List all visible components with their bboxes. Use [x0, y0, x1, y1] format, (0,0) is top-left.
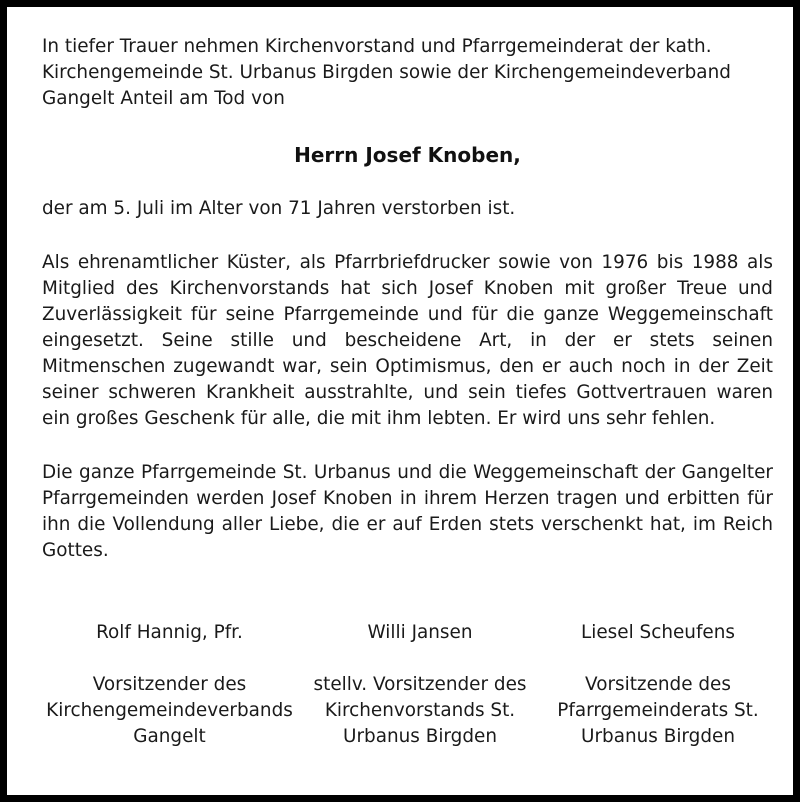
intro-paragraph: In tiefer Trauer nehmen Kirchenvorstand und Pfarrgemeinderat der kath. Kirchengemeinde St. Urbanus Birgden sowie der Kirchengemeindeverband Gangelt Anteil am Tod von	[42, 36, 731, 109]
signatory-role-line: Vorsitzender des	[92, 674, 247, 695]
signatory-role-line: Vorsitzende des	[585, 674, 731, 695]
signatory-role-line: Kirchengemeindeverbands	[46, 700, 293, 721]
signatory-2	[305, 620, 535, 750]
signatory-role-line: Pfarrgemeinderats St.	[557, 700, 759, 721]
obituary-content	[42, 34, 773, 750]
signatory-role-line: Gangelt	[133, 726, 206, 747]
signatory-3	[543, 620, 773, 750]
signatory-role-line: Urbanus Birgden	[343, 726, 497, 747]
signature-block	[42, 620, 773, 750]
death-notice: der am 5. Juli im Alter von 71 Jahren verstorben ist.	[42, 198, 516, 219]
closing-paragraph: Die ganze Pfarrgemeinde St. Urbanus und die Weggemeinschaft der Gangelter Pfarrgemeinden werden Josef Knoben in ihrem Herzen tragen und erbitten für ihn die Vollendung aller Liebe, die er auf Erden stets verschenkt hat, im Reich Gottes.	[42, 462, 773, 561]
signatory-name: Rolf Hannig, Pfr.	[96, 622, 243, 643]
signatory-role-line: Kirchenvorstands St.	[324, 700, 516, 721]
tribute-paragraph: Als ehrenamtlicher Küster, als Pfarrbriefdrucker sowie von 1976 bis 1988 als Mitglied des Kirchenvorstands hat sich Josef Knoben mit großer Treue und Zuverlässigkeit für seine Pfarrgemeinde und für die ganze Weggemeinschaft eingesetzt. Seine stille und bescheidene Art, in der er stets seinen Mitmenschen zugewandt war, sein Optimismus, den er auch noch in der Zeit seiner schweren Krankheit ausstrahlte, und sein tiefes Gottvertrauen waren ein großes Geschenk für alle, die mit ihm lebten. Er wird uns sehr fehlen.	[42, 252, 773, 429]
signatory-role-line: Urbanus Birgden	[581, 726, 735, 747]
signatory-role-line: stellv. Vorsitzender des	[313, 674, 527, 695]
signatory-1	[42, 620, 297, 750]
signatory-name: Liesel Scheufens	[581, 622, 735, 643]
deceased-name: Herrn Josef Knoben,	[294, 143, 521, 167]
signatory-name: Willi Jansen	[367, 622, 473, 643]
